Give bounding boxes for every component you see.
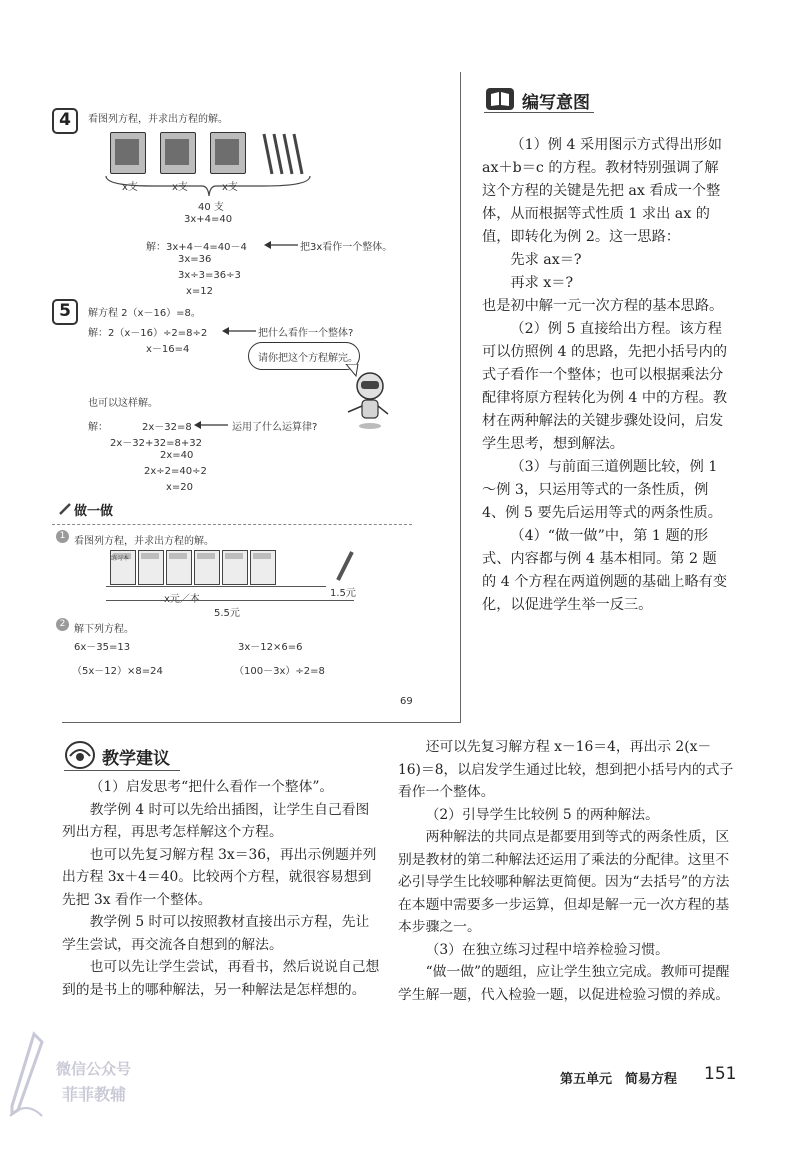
- practice-title: 做一做: [74, 504, 114, 519]
- price-label: x元／本: [164, 594, 200, 605]
- intent-line: 再求 x＝?: [510, 275, 574, 291]
- footer-page-number: 151: [704, 1064, 737, 1084]
- example-4-number: 4: [52, 108, 78, 134]
- suggestion-point-3: （3）在独立练习过程中培养检验习惯。: [425, 941, 669, 958]
- teaching-icon: [64, 740, 96, 770]
- loose-pencils-icon: [258, 130, 308, 178]
- watermark-line-2: 菲菲教辅: [62, 1085, 127, 1104]
- exercise-book: [194, 550, 220, 585]
- suggestions-left-column: [62, 776, 380, 1001]
- example-4-prompt: 看图列方程，并求出方程的解。: [88, 114, 228, 125]
- pencil-icon: [58, 502, 72, 516]
- alt-note: 运用了什么运算律?: [232, 422, 318, 433]
- book-label: 练习本: [111, 555, 130, 562]
- practice-q1-number: 1: [56, 530, 69, 543]
- pencil-box: [160, 132, 196, 174]
- textbook-page-number: 69: [400, 696, 413, 707]
- pen-price: 1.5元: [330, 588, 356, 599]
- open-book-icon: [486, 88, 514, 110]
- books-bracket: [106, 586, 326, 587]
- exercise-book: [222, 550, 248, 585]
- ex5-step: 解：2（x－16）÷2=8÷2: [88, 328, 208, 339]
- intent-line: 先求 ax＝?: [510, 252, 582, 268]
- watermark-line-1: 微信公众号: [56, 1060, 132, 1078]
- alt-step: 解：: [88, 422, 108, 433]
- box-label: x支: [172, 182, 188, 193]
- footer-unit: 第五单元 简易方程: [560, 1072, 678, 1087]
- ex5-step: x－16=4: [146, 344, 190, 355]
- arrow-left-icon: [264, 240, 298, 250]
- suggestion-point-2: （2）引导学生比较例 5 的两种解法。: [425, 806, 659, 823]
- exercise-book: [166, 550, 192, 585]
- pencil-box: [210, 132, 246, 174]
- ex4-step: 3x÷3=36÷3: [178, 270, 241, 281]
- pen-icon: [332, 550, 358, 584]
- arrow-left-icon: [222, 326, 256, 336]
- example-5-prompt: 解方程 2（x－16）=8。: [88, 308, 201, 319]
- practice-equation: （5x－12）×8=24: [72, 666, 163, 677]
- suggestion-text: 也可以先复习解方程 3x＝36，再出示例题并列出方程 3x＋4＝40。比较两个方程，就很容易想到先把 3x 看作一个整体。: [62, 846, 377, 908]
- alt-intro: 也可以这样解。: [88, 398, 158, 409]
- practice-equation: 3x－12×6=6: [238, 642, 303, 653]
- intent-para-4: （4）“做一做”中，第 1 题的形式、内容都与例 4 基本相同。第 2 题的 4 个方程在两道例题的基础上略有变化，以促进学生举一反三。: [482, 528, 728, 613]
- intent-heading: 编写意图: [522, 93, 590, 113]
- practice-q2-prompt: 解下列方程。: [74, 624, 134, 635]
- intent-body: [482, 134, 730, 617]
- dashed-divider: [52, 524, 412, 525]
- practice-equation: 6x－35=13: [74, 642, 131, 653]
- intent-heading-underline: [484, 112, 594, 113]
- ex4-step: 3x=36: [178, 254, 212, 265]
- suggestion-text: 还可以先复习解方程 x－16＝4，再出示 2(x－16)＝8，以启发学生通过比较，想到把小括号内的式子看作一个整体。: [398, 739, 734, 800]
- alt-step: x=20: [166, 482, 194, 493]
- suggestion-text: 教学例 5 时可以按照教材直接出示方程，先让学生尝试，再交流各自想到的解法。: [62, 914, 370, 953]
- intent-para-3: （3）与前面三道例题比较，例 1～例 3，只运用等式的一条性质，例 4、例 5 要先后运用等式的两条性质。: [482, 459, 722, 521]
- example-5-number: 5: [52, 299, 78, 325]
- suggestions-heading-underline: [64, 770, 180, 771]
- ex5-note: 把什么看作一个整体?: [258, 328, 354, 339]
- suggestion-text: “做一做”的题组，应让学生独立完成。教师可提醒学生解一题，代入检验一题，以促进检验习惯的养成。: [398, 964, 730, 1003]
- exercise-book: [138, 550, 164, 585]
- ex4-note: 把3x看作一个整体。: [300, 242, 393, 253]
- total-brace: [104, 172, 314, 200]
- suggestions-right-column: [398, 736, 734, 1006]
- ex4-step: 解：3x+4－4=40－4: [146, 242, 247, 253]
- suggestion-point-1: （1）启发思考“把什么看作一个整体”。: [89, 779, 334, 795]
- total-bracket: [106, 600, 354, 601]
- intent-para-2: （2）例 5 直接给出方程。该方程可以仿照例 4 的思路，先把小括号内的式子看作一个整体；也可以根据乘法分配律将原方程转化为例 4 中的方程。教材在两种解法的关键步骤处设问，启发学生思考，想到解法。: [482, 321, 728, 452]
- intent-para-1: （1）例 4 采用图示方式得出形如 ax＋b＝c 的方程。教材特别强调了解这个方程的关键是先把 ax 看成一个整体，从而根据等式性质 1 求出 ax 的值，即转化为例 2。这一思路：: [482, 137, 722, 245]
- box-label: x支: [222, 182, 238, 193]
- suggestion-text: 教学例 4 时可以先给出插图，让学生自己看图列出方程，再思考怎样解这个方程。: [62, 801, 370, 840]
- alt-step: 2x÷2=40÷2: [144, 466, 207, 477]
- total-price: 5.5元: [214, 608, 240, 619]
- watermark-pen-icon: [6, 1030, 46, 1120]
- pencil-box: [110, 132, 146, 174]
- exercise-book: [250, 550, 276, 585]
- robot-icon: [334, 364, 404, 434]
- practice-equation: （100－3x）÷2=8: [234, 666, 325, 677]
- suggestions-heading: 教学建议: [102, 749, 170, 769]
- suggestion-text: 两种解法的共同点是都要用到等式的两条性质，区别是教材的第二种解法还运用了乘法的分配律。这里不必引导学生比较哪种解法更简便。因为“去括号”的方法在本题中需要多一步运算，但却是解一元一次方程的基本步骤之一。: [398, 829, 730, 935]
- alt-step: 2x－32=8: [142, 422, 192, 433]
- alt-step: 2x=40: [160, 450, 194, 461]
- practice-q1-prompt: 看图列方程，并求出方程的解。: [74, 536, 214, 547]
- suggestion-text: 也可以先让学生尝试，再看书，然后说说自己想到的是书上的哪种解法，另一种解法是怎样想的。: [62, 959, 380, 998]
- intent-para-1-end: 也是初中解一元一次方程的基本思路。: [482, 298, 724, 314]
- ex4-equation: 3x+4=40: [184, 214, 233, 225]
- box-label: x支: [122, 182, 138, 193]
- total-label: 40 支: [198, 202, 224, 213]
- practice-q2-number: 2: [56, 618, 69, 631]
- alt-step: 2x－32+32=8+32: [110, 438, 202, 449]
- ex4-step: x=12: [186, 286, 214, 297]
- speech-bubble-text: 请你把这个方程解完。: [258, 353, 358, 364]
- textbook-page: [59, 72, 461, 723]
- arrow-left-icon: [194, 420, 228, 430]
